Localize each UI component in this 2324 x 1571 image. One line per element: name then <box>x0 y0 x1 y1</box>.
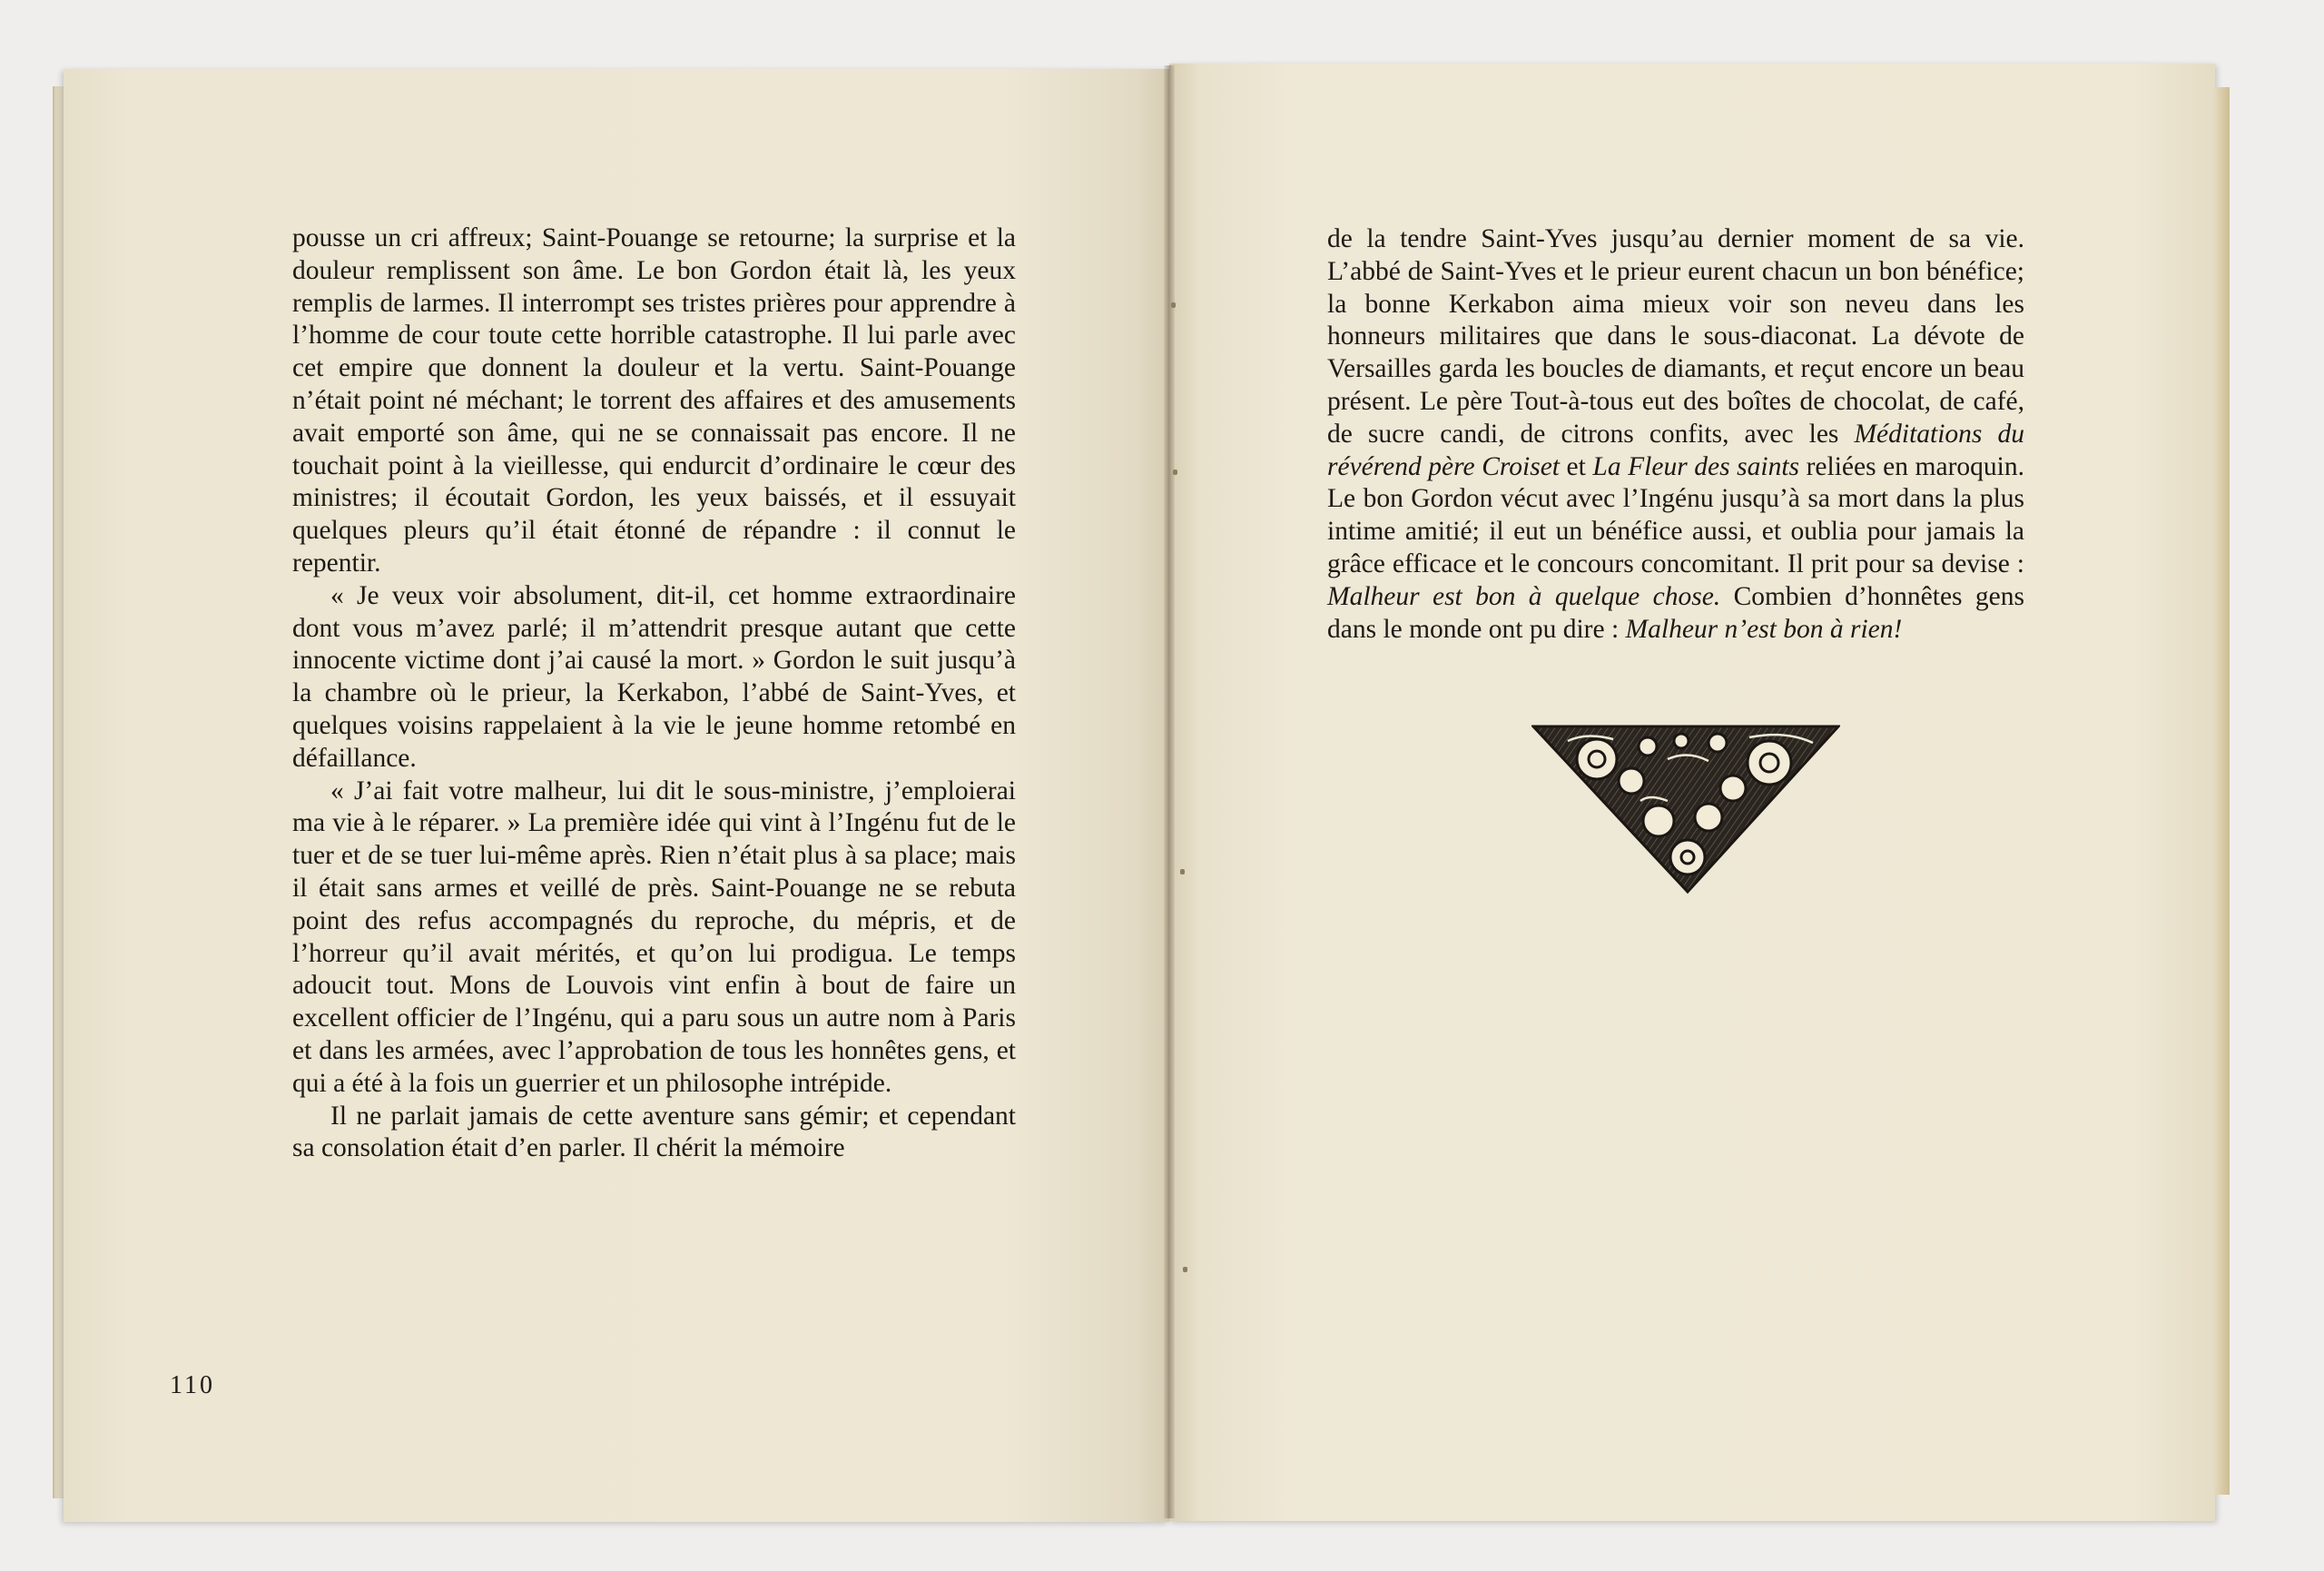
text-run: et <box>1559 451 1593 481</box>
paragraph: « Je veux voir absolument, dit-il, cet homme extraordinaire dont vous m’avez parlé; il m’attendrit presque autant que cette innocente victime dont j’ai causé la mort. » Gordon le suit jusqu’à la chambre où le prieur, la Kerkabon, l’abbé de Saint-Yves, et quelques voisins rappelaient à la vie le jeune homme retombé en défaillance. <box>292 580 1016 773</box>
book-gutter <box>1164 65 1175 1518</box>
left-page-body <box>292 222 1016 1165</box>
paragraph <box>1327 223 2024 646</box>
paragraph: « J’ai fait votre malheur, lui dit le sous-ministre, j’emploierai ma vie à le réparer. » La première idée qui vint à l’Ingénu fut de le tuer et de se tuer lui-même après. Rien n’était plus à sa place; mais il était sans armes et veillé de près. Saint-Pouange ne se rebuta point des refus accompagnés du reproche, du mépris, et de l’horreur qu’il avait mérités, et qu’on lui prodigua. Le temps adoucit tout. Mons de Louvois vint enfin à bout de faire un excellent officier de l’Ingénu, qui a paru sous un autre nom à Paris et dans les armées, avec l’approbation de tous les honnêtes gens, et qui a été à la fois un guerrier et un philosophe intrépide. <box>292 776 1016 1098</box>
binding-stitch <box>1171 302 1176 308</box>
text-run: de la tendre Saint-Yves jusqu’au dernier moment de sa vie. L’abbé de Saint-Yves et le prieur eurent chacun un bon bénéfice; la bonne Kerkabon aima mieux voir son neveu dans les honneurs militaires que dans le sous-diaconat. La dévote de Versailles garda les boucles de diamants, et reçut encore un beau présent. Le père Tout-à-tous eut des boîtes de chocolat, de café, de sucre candi, de citrons confits, avec les <box>1327 224 2024 449</box>
right-page-edge <box>2213 87 2230 1495</box>
floral-ornament <box>1531 723 1840 895</box>
text-run: reliées en maroquin. Le bon Gordon vécut avec l’Ingénu jusqu’à sa mort dans la plus intime amitié; il eut un bénéfice aussi, et oublia pour jamais la grâce efficace et le concours concomitant. Il prit pour sa devise : <box>1327 451 2024 578</box>
book-title: Méditations du révérend père Croiset <box>1327 419 2024 481</box>
paragraph: pousse un cri affreux; Saint-Pouange se retourne; la surprise et la douleur remplissent son âme. Le bon Gordon était là, les yeux remplis de larmes. Il interrompt ses tristes prières pour apprendre à l’homme de cour toute cette horrible catastrophe. Il lui parle avec cet empire que donnent la douleur et la vertu. Saint-Pouange n’était point né méchant; le torrent des affaires et des amusements avait emporté son âme, qui ne se connaissait pas encore. Il ne touchait point à la vieillesse, qui endurcit d’ordinaire le cœur des ministres; il écoutait Gordon, les yeux baissés, et il essuyait quelques pleurs qu’il était étonné de répandre : il connut le repentir. <box>292 223 1016 578</box>
motto: Malheur est bon à quelque chose. <box>1327 581 1721 611</box>
binding-stitch <box>1173 469 1177 475</box>
text-run: Combien d’honnêtes gens dans le monde ont pu dire : <box>1327 581 2024 644</box>
closing-quote: Malheur n’est bon à rien! <box>1625 614 1903 644</box>
page-number: 110 <box>170 1371 215 1399</box>
book-title: La Fleur des saints <box>1592 451 1800 481</box>
right-page-body <box>1327 223 2024 646</box>
binding-stitch <box>1180 869 1185 874</box>
paragraph: Il ne parlait jamais de cette aventure sans gémir; et cependant sa consolation était d’en parler. Il chérit la mémoire <box>292 1101 1016 1163</box>
binding-stitch <box>1183 1267 1187 1272</box>
